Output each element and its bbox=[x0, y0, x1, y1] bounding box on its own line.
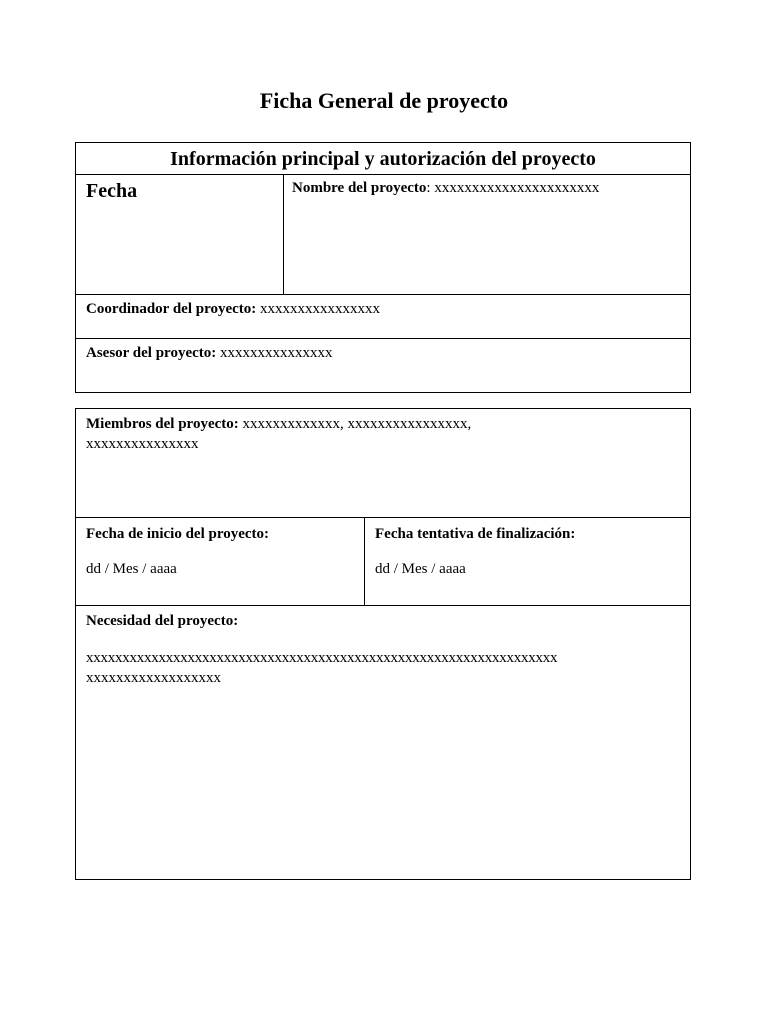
necesidad-divider bbox=[75, 605, 691, 606]
miembros-value-line1: xxxxxxxxxxxxx, xxxxxxxxxxxxxxxx, bbox=[242, 416, 472, 432]
coordinador-divider bbox=[75, 338, 691, 339]
fecha-inicio-value: dd / Mes / aaaa bbox=[86, 561, 177, 577]
fecha-label: Fecha bbox=[86, 180, 138, 202]
coordinador-field bbox=[86, 299, 682, 319]
members-table bbox=[75, 408, 691, 880]
miembros-field bbox=[86, 414, 682, 454]
fechas-divider bbox=[364, 518, 365, 606]
necesidad-value bbox=[86, 648, 686, 688]
fecha-nombre-divider bbox=[283, 175, 284, 295]
miembros-label: Miembros del proyecto: bbox=[86, 416, 243, 432]
section-heading: Información principal y autorización del proyecto bbox=[170, 148, 596, 170]
nombre-value: xxxxxxxxxxxxxxxxxxxxxx bbox=[434, 180, 600, 196]
nombre-label: Nombre del proyecto bbox=[292, 180, 427, 196]
miembros-divider bbox=[75, 517, 691, 518]
nombre-field bbox=[292, 178, 684, 198]
coordinador-label: Coordinador del proyecto: bbox=[86, 301, 261, 317]
fecha-fin-value: dd / Mes / aaaa bbox=[375, 561, 466, 577]
nombre-separator: : bbox=[426, 180, 435, 196]
necesidad-value-line1: xxxxxxxxxxxxxxxxxxxxxxxxxxxxxxxxxxxxxxxxxxxxxxxxxxxxxxxxxxxxxxxxx bbox=[86, 650, 558, 666]
necesidad-label: Necesidad del proyecto: bbox=[86, 613, 239, 629]
necesidad-value-line2: xxxxxxxxxxxxxxxxxx bbox=[86, 670, 221, 686]
asesor-field bbox=[86, 343, 682, 363]
fecha-fin-label: Fecha tentativa de finalización: bbox=[375, 526, 576, 542]
asesor-value: xxxxxxxxxxxxxxx bbox=[220, 345, 333, 361]
document-title: Ficha General de proyecto bbox=[259, 88, 509, 113]
coordinador-value: xxxxxxxxxxxxxxxx bbox=[260, 301, 381, 317]
asesor-label: Asesor del proyecto: bbox=[86, 345, 221, 361]
fecha-inicio-label: Fecha de inicio del proyecto: bbox=[86, 526, 270, 542]
miembros-value-line2: xxxxxxxxxxxxxxx bbox=[86, 436, 199, 452]
